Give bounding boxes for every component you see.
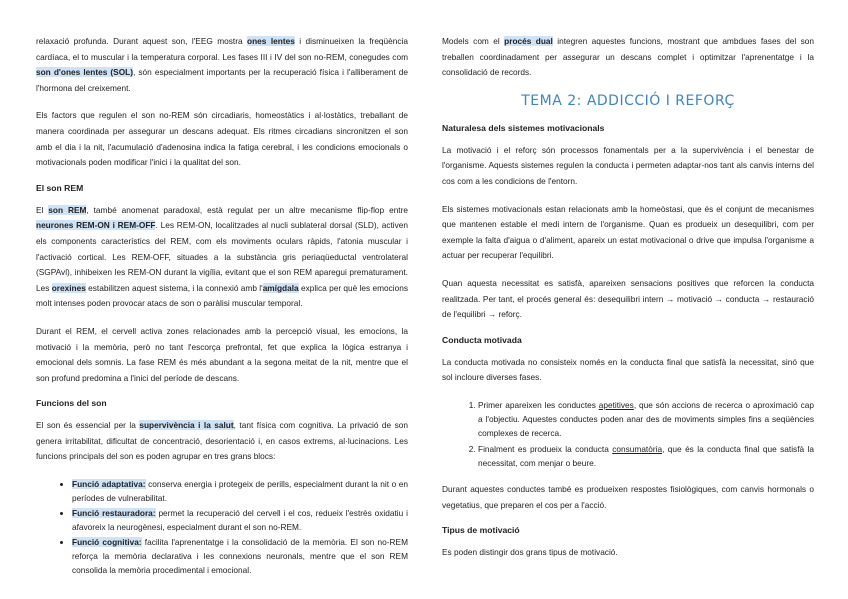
- chapter-title: TEMA 2: ADDICCIÓ I REFORÇ: [521, 92, 735, 109]
- list-item: 1. Primer apareixen les conductes apetitives, que són accions de recerca o aproximació cap a l'objectiu. Aquestes conductes poden anar des de moviments simples fins a seqüències complexes de recerca.: [478, 398, 814, 440]
- heading-functions: Funcions del son: [36, 398, 107, 409]
- left-column: [36, 34, 408, 578]
- highlight-sol: son d'ones lentes (SOL): [36, 67, 133, 78]
- highlight-ones-lentes: ones lentes: [247, 36, 295, 46]
- paragraph-motivation-types: Es poden distingir dos grans tipus de motivació.: [442, 547, 618, 558]
- list-item: • Funció cognitiva: facilita l'aprenentatge i la consolidació de la memòria. El son no-REM reforça la memòria declarativa i les connexions neuronals, mentre que el son REM consolida la memòria procedimental i emocional.: [72, 535, 408, 577]
- list-item: 2. Finalment es produeix la conducta consumatòria, que és la conducta final que satisfà la necessitat, com menjar o beure.: [478, 442, 814, 470]
- paragraph-motivation-intro: La motivació i el reforç són processos fonamentals per a la supervivència i el benestar de l'organisme. Aquests sistemes regulen la conducta i permeten adaptar-nos tant als canvis interns del cos com a les condicions de l'entorn.: [442, 144, 814, 186]
- functions-list: [36, 477, 408, 577]
- highlight-proces-dual: procés dual: [504, 36, 553, 46]
- heading-motivated-behavior: Conducta motivada: [442, 334, 522, 345]
- list-item: • Funció adaptativa: conserva energia i protegeix de perills, especialment durant la nit o en períodes de vulnerabilitat.: [72, 477, 408, 505]
- paragraph-slow-waves: relaxació profunda. Durant aquest son, l'EEG mostra ones lentes i disminueixen la freqüència cardíaca, el to muscular i la temperatura corporal. Les fases III i IV del son no-REM, conegudes com son d'ones lentes (SOL), són especialment importants per la recuperació física i l'alliberament de l'hormona del creixement.: [36, 36, 408, 93]
- paragraph-physiological: Durant aquestes conductes també es produeixen respostes fisiològiques, com canvis hormonals o vegetatius, que preparen el cos per a l'acció.: [442, 483, 814, 510]
- behavior-phases-list: [442, 398, 814, 470]
- paragraph-functions: El son és essencial per la supervivència i la salut, tant física com cognitiva. La privació de son genera irritabilitat, dificultat de concentració, desorientació i, en casos extrems, al·lucinacions. Les funcions principals del son es poden agrupar en tres grans blocs:: [36, 420, 408, 462]
- list-item: • Funció restauradora: permet la recuperació del cervell i el cos, redueix l'estrès oxidatiu i afavoreix la neurogènesi, especialment durant el son no-REM.: [72, 506, 408, 534]
- paragraph-reinforcement: Quan aquesta necessitat es satisfà, apareixen sensacions positives que reforcen la conducta realitzada. Per tant, el procés general és: desequilibri intern → motivació → conducta → restauració de l'equilibri → reforç.: [442, 277, 814, 320]
- highlight-son-rem: son REM: [48, 204, 87, 215]
- highlight-amigdala: amígdala: [262, 282, 299, 293]
- heading-motivational-systems: Naturalesa dels sistemes motivacionals: [442, 122, 605, 133]
- highlight-supervivencia: supervivència i la salut: [139, 420, 234, 431]
- paragraph-homeostasis: Els sistemes motivacionals estan relacionats amb la homeòstasi, que és el conjunt de mecanismes que mantenen estable el medi intern de l'organisme. Quan es produeix un desequilibri, com per exemple la falta d'aigua o d'aliment, apareix un estat motivacional o drive que impulsa l'organisme a actuar per recuperar l'equilibri.: [442, 203, 814, 261]
- paragraph-nonrem-factors: Els factors que regulen el son no-REM són circadiaris, homeostàtics i al·lostàtics, treballant de manera coordinada per assegurar un descans adequat. Els ritmes circadians sincronitzen el son amb el dia i la nit, l'acumulació d'adenosina indica la fatiga cerebral, i les condicions emocionals o motivacionals poden modificar l'inici i la qualitat del son.: [36, 110, 408, 168]
- paragraph-rem-brain: Durant el REM, el cervell activa zones relacionades amb la percepció visual, les emocions, la motivació i la memòria, però no tant l'escorça prefrontal, fet que explica la lògica estranya i emocional dels somnis. La fase REM és més abundant a la segona meitat de la nit, mentre que el son profund predomina a l'inici del període de descans.: [36, 325, 408, 383]
- highlight-rem-on-off: neurones REM-ON i REM-OFF: [36, 220, 156, 231]
- highlight-orexines: orexines: [51, 282, 86, 293]
- right-column: [442, 34, 814, 573]
- paragraph-rem: El son REM, també anomenat paradoxal, està regulat per un altre mecanisme flip-flop entre neurones REM-ON i REM-OFF. Les REM-ON, localitzades al nucli sublateral dorsal (SLD), activen els components característics del REM, com els moviments oculars ràpids, l'atonia muscular i l'activació cortical. Les REM-OFF, situades a la substància gris periaqüeductal ventrolateral (SGPAvl), inhibeixen les REM-ON durant la vigília, evitant que el son REM aparegui prematurament. Les orexines estabilitzen aquest sistema, i la connexió amb l'amígdala explica per què les emocions molt intenses poden provocar atacs de son o paràlisi muscular temporal.: [36, 204, 408, 309]
- heading-motivation-types: Tipus de motivació: [442, 525, 520, 536]
- paragraph-dual-process: Models com el procés dual integren aquestes funcions, mostrant que ambdues fases del son treballen coordinadament per assegurar un descans complet i optimitzar l'aprenentatge i la consolidació de records.: [442, 36, 814, 78]
- heading-rem: El son REM: [36, 182, 84, 193]
- paragraph-behavior-phases: La conducta motivada no consisteix només en la conducta final que satisfà la necessitat, sinó que sol incloure diverses fases.: [442, 356, 814, 383]
